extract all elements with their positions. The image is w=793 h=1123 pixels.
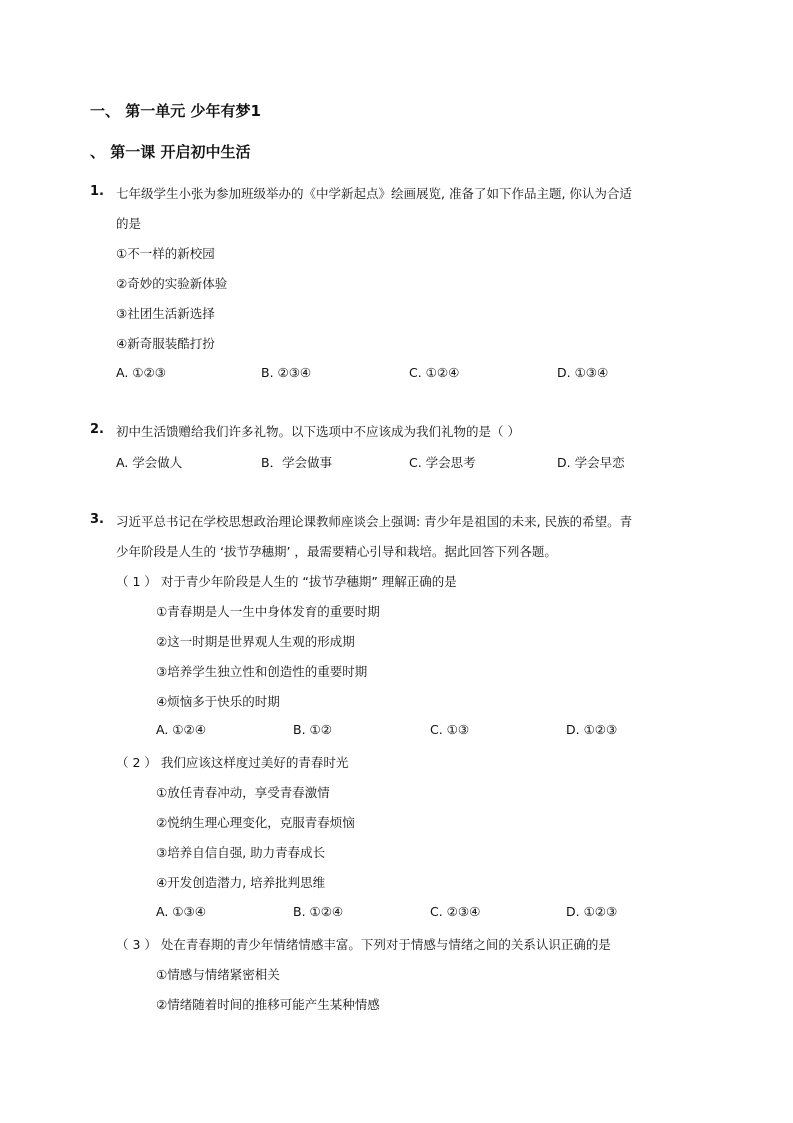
question-1-option-c: C. ①②④: [409, 365, 460, 380]
sub-question-1-option-c: C. ①③: [430, 722, 470, 737]
question-2-stem: 初中生活馈赠给我们许多礼物。以下选项中不应该成为我们礼物的是（ ）: [116, 424, 520, 439]
sub-question-1-item: ①青春期是人一生中身体发育的重要时期: [156, 604, 380, 619]
question-1-item: ③社团生活新选择: [116, 306, 215, 321]
sub-question-2-option-b: B. ①②④: [293, 904, 344, 919]
sub-question-1-option-b: B. ①②: [293, 722, 332, 737]
question-2-option-c: C. 学会思考: [409, 455, 476, 470]
sub-question-2-item: ④开发创造潜力, 培养批判思维: [156, 875, 326, 890]
sub-question-2-option-c: C. ②③④: [430, 904, 481, 919]
sub-question-1-item: ④烦恼多于快乐的时期: [156, 694, 280, 709]
sub-question-2-item: ①放任青春冲动，享受青春激情: [156, 785, 330, 800]
question-1-item: ①不一样的新校园: [116, 246, 215, 261]
lesson-heading: 、 第一课 开启初中生活: [90, 143, 251, 161]
sub-question-2-option-a: A. ①③④: [156, 904, 206, 919]
question-1-option-a: A. ①②③: [116, 365, 166, 380]
question-1-stem-line2: 的是: [116, 216, 142, 231]
question-2-number: 2.: [90, 422, 104, 437]
question-1-number: 1.: [90, 184, 104, 199]
sub-question-1-label: （ 1 ） 对于青少年阶段是人生的 “拔节孕穗期” 理解正确的是: [116, 574, 457, 589]
question-2-option-d: D. 学会早恋: [557, 455, 625, 470]
sub-question-3-label: （ 3 ） 处在青春期的青少年情绪情感丰富。下列对于情感与情绪之间的关系认识正确的是: [116, 937, 611, 952]
question-3-stem-line1: 习近平总书记在学校思想政治理论课教师座谈会上强调: 青少年是祖国的未来, 民族的希望。青: [116, 514, 633, 529]
question-1-option-d: D. ①③④: [557, 365, 609, 380]
question-1-option-b: B. ②③④: [261, 365, 312, 380]
sub-question-1-item: ③培养学生独立性和创造性的重要时期: [156, 664, 368, 679]
sub-question-2-item: ③培养自信自强, 助力青春成长: [156, 845, 326, 860]
sub-question-2-option-d: D. ①②③: [566, 904, 618, 919]
question-2-option-b: B．学会做事: [261, 455, 333, 470]
sub-question-1-option-d: D. ①②③: [566, 722, 618, 737]
question-1-item: ④新奇服装酷打扮: [116, 336, 215, 351]
sub-question-3-item: ②情绪随着时间的推移可能产生某种情感: [156, 997, 380, 1012]
question-3-stem-line2: 少年阶段是人生的 ‘拔节孕穗期’ ，最需要精心引导和栽培。据此回答下列各题。: [116, 544, 557, 559]
sub-question-1-item: ②这一时期是世界观人生观的形成期: [156, 634, 355, 649]
sub-question-2-item: ②悦纳生理心理变化，克服青春烦恼: [156, 815, 355, 830]
question-1-stem-line1: 七年级学生小张为参加班级举办的《中学新起点》绘画展览, 准备了如下作品主题, 你认为合适: [116, 186, 632, 201]
question-3-number: 3.: [90, 512, 104, 527]
question-1-item: ②奇妙的实验新体验: [116, 276, 228, 291]
question-2-option-a: A. 学会做人: [116, 455, 183, 470]
unit-heading: 一、 第一单元 少年有梦1: [90, 102, 261, 120]
sub-question-2-label: （ 2 ） 我们应该这样度过美好的青春时光: [116, 755, 349, 770]
sub-question-3-item: ①情感与情绪紧密相关: [156, 967, 280, 982]
sub-question-1-option-a: A. ①②④: [156, 722, 206, 737]
